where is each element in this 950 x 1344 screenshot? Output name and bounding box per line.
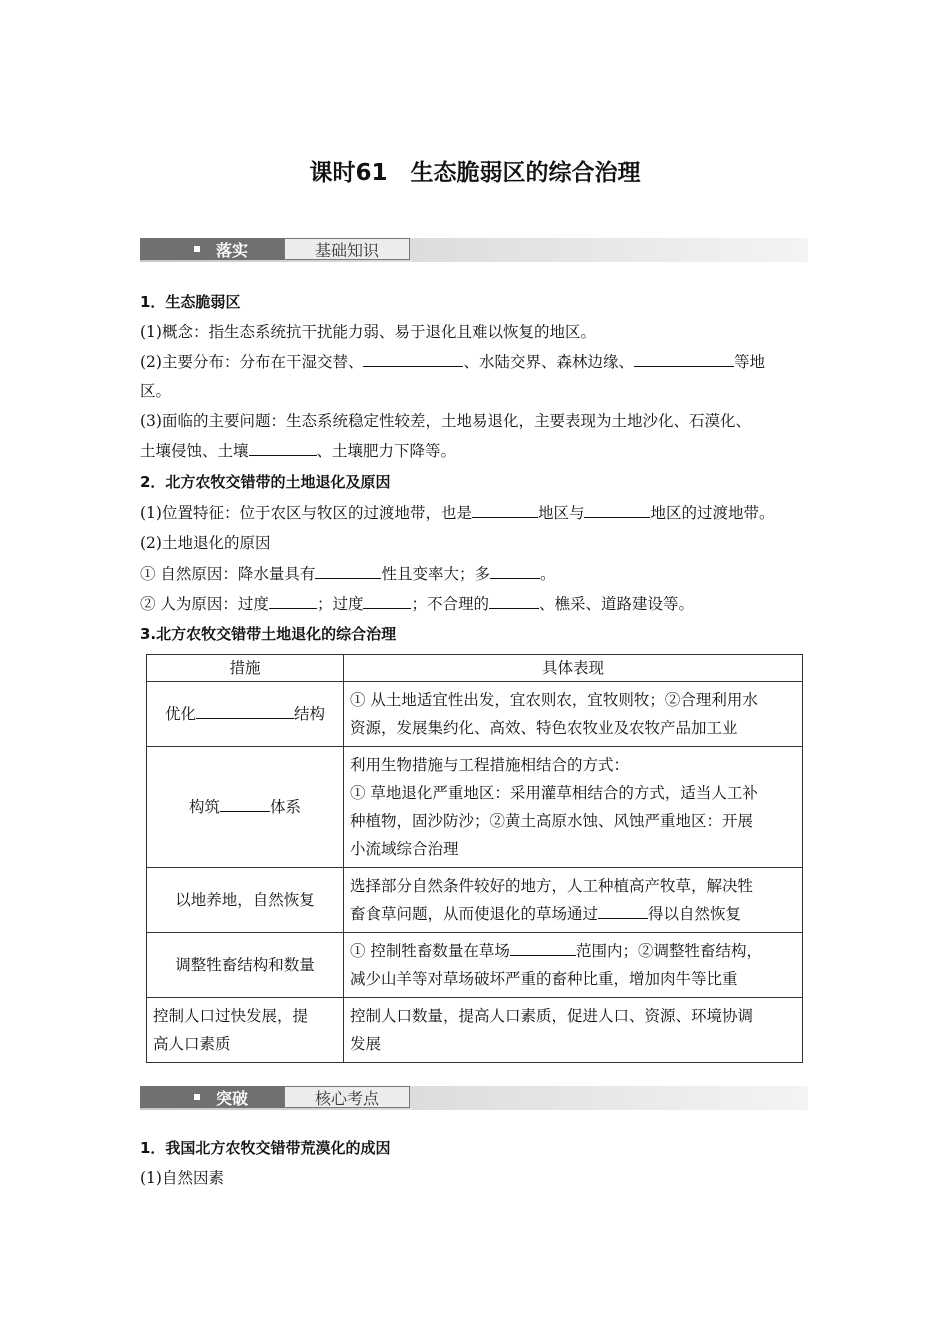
- blank[interactable]: [598, 904, 648, 919]
- text: 、土壤肥力下降等。: [316, 442, 457, 460]
- text: 范围内；②调整牲畜结构，: [575, 942, 762, 960]
- text: 体系: [270, 798, 302, 816]
- text: 土壤侵蚀、土壤: [140, 442, 249, 460]
- para-distribution: [140, 352, 812, 372]
- table-row: [147, 868, 803, 933]
- para-natural-causes: [140, 564, 812, 584]
- table-row: [147, 747, 803, 868]
- banner-dark-label: 落实: [216, 240, 249, 260]
- banner-dark-tab: [140, 238, 284, 260]
- heading-3: 3.北方农牧交错带土地退化的综合治理: [140, 625, 397, 643]
- blank[interactable]: [634, 352, 734, 367]
- table-cell: [344, 682, 803, 747]
- text: ① 草地退化严重地区：采用灌草相结合的方式，适当人工补: [350, 784, 758, 802]
- table-row: [147, 933, 803, 998]
- section-banner-foundation: [140, 238, 808, 262]
- table-row: [147, 682, 803, 747]
- text: 小流域综合治理: [350, 840, 459, 858]
- text: 资源，发展集约化、高效、特色农牧业及农牧产品加工业: [350, 719, 738, 737]
- table-cell: [147, 998, 344, 1063]
- text: 控制人口数量，提高人口素质，促进人口、资源、环境协调: [350, 1007, 754, 1025]
- table-cell: [344, 868, 803, 933]
- text: 地区与: [537, 504, 585, 522]
- text: 高人口素质: [153, 1035, 231, 1053]
- text: 优化: [164, 705, 196, 723]
- blank[interactable]: [220, 797, 270, 812]
- blank[interactable]: [196, 704, 294, 719]
- banner-light-tab: 核心考点: [284, 1086, 410, 1108]
- table-cell: [147, 682, 344, 747]
- blank[interactable]: [584, 503, 650, 518]
- text: 选择部分自然条件较好的地方，人工种植高产牧草，解决牲: [350, 877, 754, 895]
- table-cell: [344, 998, 803, 1063]
- text: [350, 937, 796, 965]
- page-title: 课时61 生态脆弱区的综合治理: [309, 160, 641, 186]
- blank[interactable]: [363, 594, 411, 609]
- text: 减少山羊等对草场破坏严重的畜种比重，增加肉牛等比重: [350, 970, 738, 988]
- blank[interactable]: [472, 503, 538, 518]
- text: 利用生物措施与工程措施相结合的方式：: [350, 756, 630, 774]
- para-distribution-cont: 区。: [140, 382, 172, 400]
- table-cell: 以地养地，自然恢复: [147, 868, 344, 933]
- text: 性且变率大；多: [381, 565, 490, 583]
- text: 发展: [350, 1035, 382, 1053]
- square-icon: [194, 246, 200, 252]
- text: 畜食草问题，从而使退化的草场通过: [350, 905, 599, 923]
- text: 、水陆交界、森林边缘、: [463, 353, 634, 371]
- para-natural-factors: (1)自然因素: [140, 1169, 224, 1187]
- blank[interactable]: [489, 594, 539, 609]
- para-human-causes: [140, 594, 812, 614]
- table-cell: 调整牲畜结构和数量: [147, 933, 344, 998]
- blank[interactable]: [363, 352, 463, 367]
- para-problems-cont: [140, 441, 812, 461]
- text: [350, 900, 796, 928]
- table-row: [147, 655, 803, 682]
- text: 构筑: [188, 798, 220, 816]
- text: 控制人口过快发展，提: [153, 1007, 309, 1025]
- table-cell: [344, 747, 803, 868]
- text: ② 人为原因：过度: [140, 595, 269, 613]
- table-cell: [344, 933, 803, 998]
- para-problems: (3)面临的主要问题：生态系统稳定性较差，土地易退化，主要表现为土地沙化、石漠化、: [140, 412, 751, 430]
- text: ① 从土地适宜性出发，宜农则农，宜牧则牧；②合理利用水: [350, 691, 758, 709]
- text: (2)主要分布：分布在干湿交替、: [140, 353, 364, 371]
- text: ① 控制牲畜数量在草场: [350, 942, 510, 960]
- banner-light-tab: 基础知识: [284, 238, 410, 260]
- table-header-detail: 具体表现: [344, 655, 803, 682]
- blank[interactable]: [269, 594, 317, 609]
- text: 、樵采、道路建设等。: [538, 595, 694, 613]
- blank[interactable]: [490, 564, 540, 579]
- heading-1: 1．生态脆弱区: [140, 293, 241, 311]
- text: (1)位置特征：位于农区与牧区的过渡地带，也是: [140, 504, 472, 522]
- para-concept: (1)概念：指生态系统抗干扰能力弱、易于退化且难以恢复的地区。: [140, 323, 596, 341]
- text: 地区的过渡地带。: [650, 504, 775, 522]
- square-icon: [194, 1094, 200, 1100]
- text: 结构: [294, 705, 326, 723]
- table-cell: [147, 747, 344, 868]
- text: ① 自然原因：降水量具有: [140, 565, 316, 583]
- table-header-measure: 措施: [147, 655, 344, 682]
- para-causes: (2)土地退化的原因: [140, 534, 271, 552]
- text: ；过度: [316, 595, 364, 613]
- text: 得以自然恢复: [648, 905, 742, 923]
- measures-table: [146, 654, 803, 1063]
- table-row: [147, 998, 803, 1063]
- blank[interactable]: [510, 941, 576, 956]
- para-location: [140, 503, 812, 523]
- text: ；不合理的: [411, 595, 489, 613]
- section-banner-core: [140, 1086, 808, 1110]
- blank[interactable]: [249, 441, 317, 456]
- text: 种植物，固沙防沙；②黄土高原水蚀、风蚀严重地区：开展: [350, 812, 754, 830]
- heading-core-1: 1．我国北方农牧交错带荒漠化的成因: [140, 1139, 391, 1157]
- banner-dark-tab: [140, 1086, 284, 1108]
- text: 等地: [733, 353, 765, 371]
- blank[interactable]: [315, 564, 381, 579]
- text: 。: [539, 565, 556, 583]
- banner-dark-label: 突破: [216, 1088, 249, 1108]
- heading-2: 2．北方农牧交错带的土地退化及原因: [140, 473, 391, 491]
